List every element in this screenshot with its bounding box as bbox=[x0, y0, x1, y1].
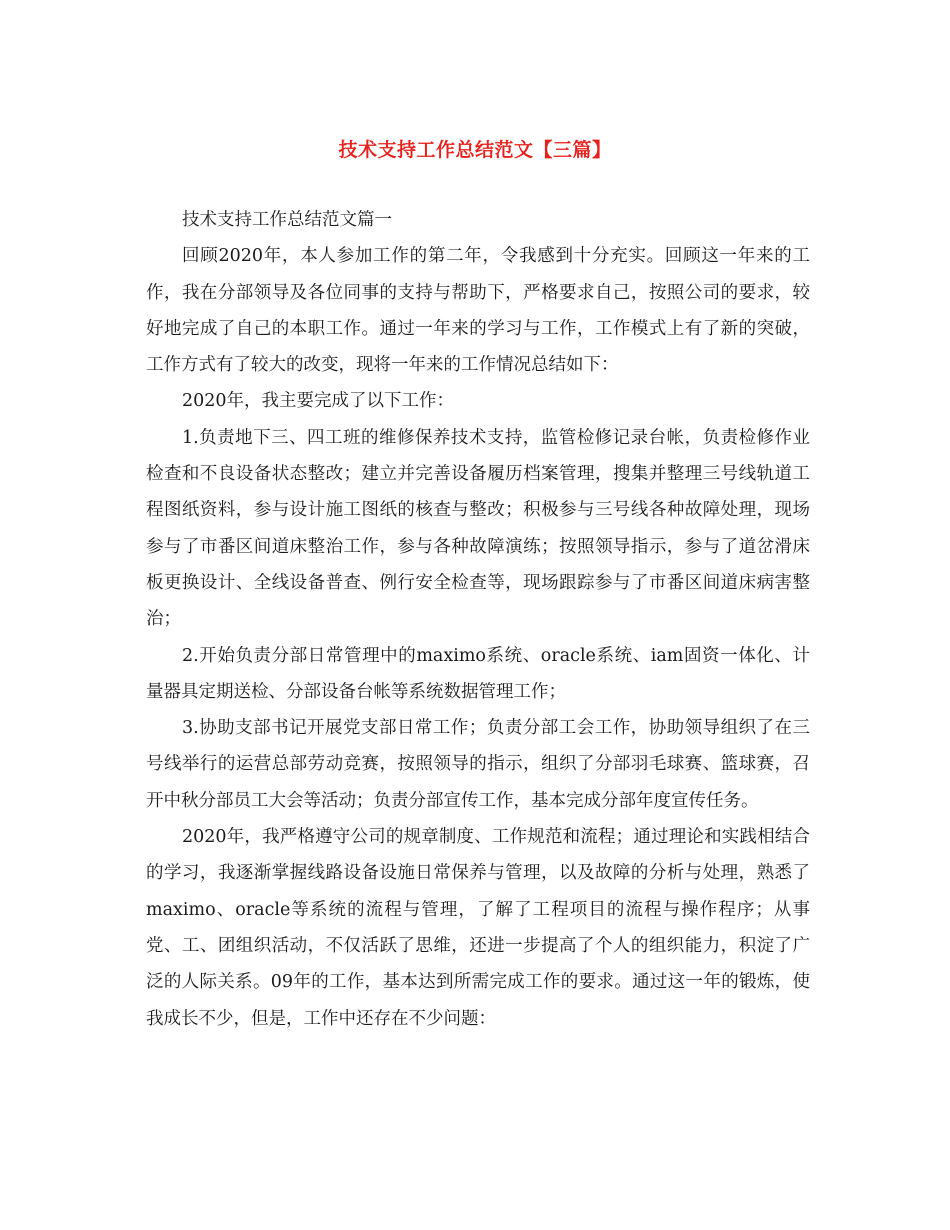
intro-paragraph: 回顾2020年，本人参加工作的第二年，令我感到十分充实。回顾这一年来的工作，我在分部领导及各位同事的支持与帮助下，严格要求自己，按照公司的要求，较好地完成了自己的本职工作。通过一年来的学习与工作，工作模式上有了新的突破，工作方式有了较大的改变，现将一年来的工作情况总结如下： bbox=[146, 246, 810, 376]
document-title: 技术支持工作总结范文【三篇】 bbox=[338, 139, 612, 161]
list-item-1: 1.负责地下三、四工班的维修保养技术支持，监管检修记录台帐，负责检修作业检查和不良设备状态整改；建立并完善设备履历档案管理，搜集并整理三号线轨道工程图纸资料，参与设计施工图纸的核查与整改；积极参与三号线各种故障处理，现场参与了市番区间道床整治工作，参与各种故障演练；按照领导指示，参与了道岔滑床板更换设计、全线设备普查、例行安全检查等，现场跟踪参与了市番区间道床病害整治； bbox=[146, 427, 810, 630]
document-body bbox=[146, 202, 810, 1037]
section-heading: 技术支持工作总结范文篇一 bbox=[182, 210, 392, 230]
list-item-2: 2.开始负责分部日常管理中的maximo系统、oracle系统、iam固资一体化、计量器具定期送检、分部设备台帐等系统数据管理工作； bbox=[146, 645, 810, 702]
reflection-paragraph: 2020年，我严格遵守公司的规章制度、工作规范和流程；通过理论和实践相结合的学习，我逐渐掌握线路设备设施日常保养与管理，以及故障的分析与处理，熟悉了maximo、oracle等系统的流程与管理，了解了工程项目的流程与操作程序；从事党、工、团组织活动，不仅活跃了思维，还进一步提高了个人的组织能力，积淀了广泛的人际关系。09年的工作，基本达到所需完成工作的要求。通过这一年的锻炼，使我成长不少，但是，工作中还存在不少问题： bbox=[146, 827, 810, 1029]
work-summary-heading: 2020年，我主要完成了以下工作： bbox=[182, 391, 455, 412]
list-item-3: 3.协助支部书记开展党支部日常工作；负责分部工会工作，协助领导组织了在三号线举行的运营总部劳动竞赛，按照领导的指示，组织了分部羽毛球赛、篮球赛，召开中秋分部员工大会等活动；负责分部宣传工作，基本完成分部年度宣传任务。 bbox=[146, 718, 810, 811]
